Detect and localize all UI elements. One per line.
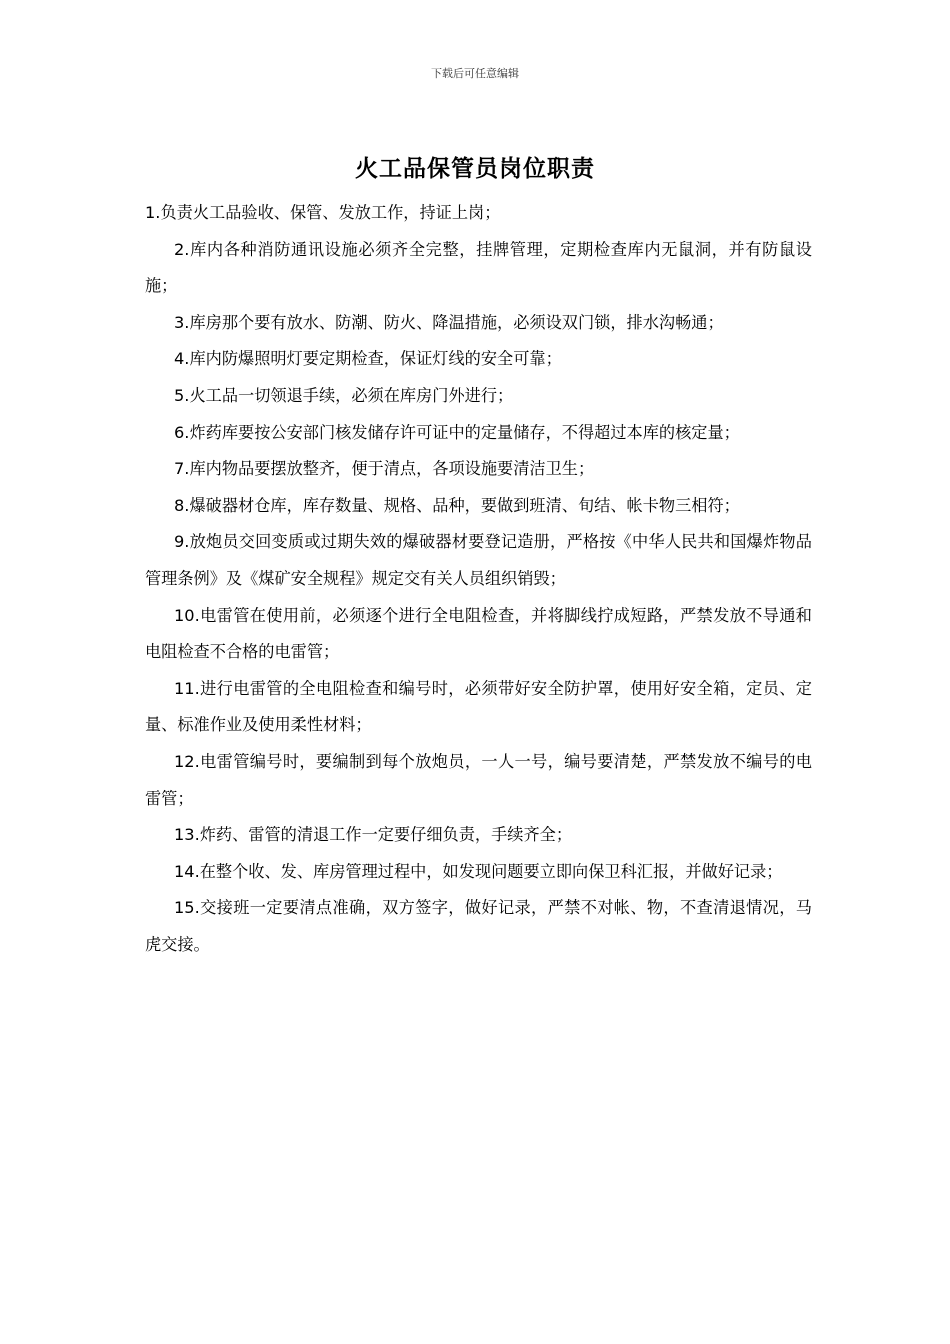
clause-11: 11.进行电雷管的全电阻检查和编号时，必须带好安全防护罩，使用好安全箱，定员、定量、标准作业及使用柔性材料；: [145, 678, 812, 735]
clause-14: 14.在整个收、发、库房管理过程中，如发现问题要立即向保卫科汇报，并做好记录；: [174, 861, 783, 881]
header-note: 下载后可任意编辑: [431, 67, 519, 80]
clause-15: 15.交接班一定要清点准确，双方签字，做好记录，严禁不对帐、物，不查清退情况，马虎交接。: [145, 898, 812, 954]
clause-4: 4.库内防爆照明灯要定期检查，保证灯线的安全可靠；: [174, 349, 562, 369]
clause-7: 7.库内物品要摆放整齐，便于清点，各项设施要清洁卫生；: [174, 459, 595, 479]
clause-8: 8.爆破器材仓库，库存数量、规格、品种，要做到班清、旬结、帐卡物三相符；: [174, 495, 740, 515]
clause-3: 3.库房那个要有放水、防潮、防火、降温措施，必须设双门锁，排水沟畅通；: [174, 312, 724, 332]
document-body: [145, 195, 812, 963]
document-title: 火工品保管员岗位职责: [355, 156, 595, 182]
clause-10: 10.电雷管在使用前，必须逐个进行全电阻检查，并将脚线拧成短路，严禁发放不导通和电阻检查不合格的电雷管；: [145, 605, 812, 662]
clause-1: 1.负责火工品验收、保管、发放工作，持证上岗；: [145, 203, 501, 222]
clause-5: 5.火工品一切领退手续，必须在库房门外进行；: [174, 385, 514, 405]
clause-6: 6.炸药库要按公安部门核发储存许可证中的定量储存，不得超过本库的核定量；: [174, 422, 740, 442]
clause-2: 2.库内各种消防通讯设施必须齐全完整，挂牌管理，定期检查库内无鼠洞，并有防鼠设施；: [145, 239, 812, 296]
clause-13: 13.炸药、雷管的清退工作一定要仔细负责，手续齐全；: [174, 825, 573, 845]
clause-9: 9.放炮员交回变质或过期失效的爆破器材要登记造册，严格按《中华人民共和国爆炸物品管理条例》及《煤矿安全规程》规定交有关人员组织销毁；: [145, 532, 812, 588]
clause-12: 12.电雷管编号时，要编制到每个放炮员，一人一号，编号要清楚，严禁发放不编号的电雷管；: [145, 751, 812, 808]
